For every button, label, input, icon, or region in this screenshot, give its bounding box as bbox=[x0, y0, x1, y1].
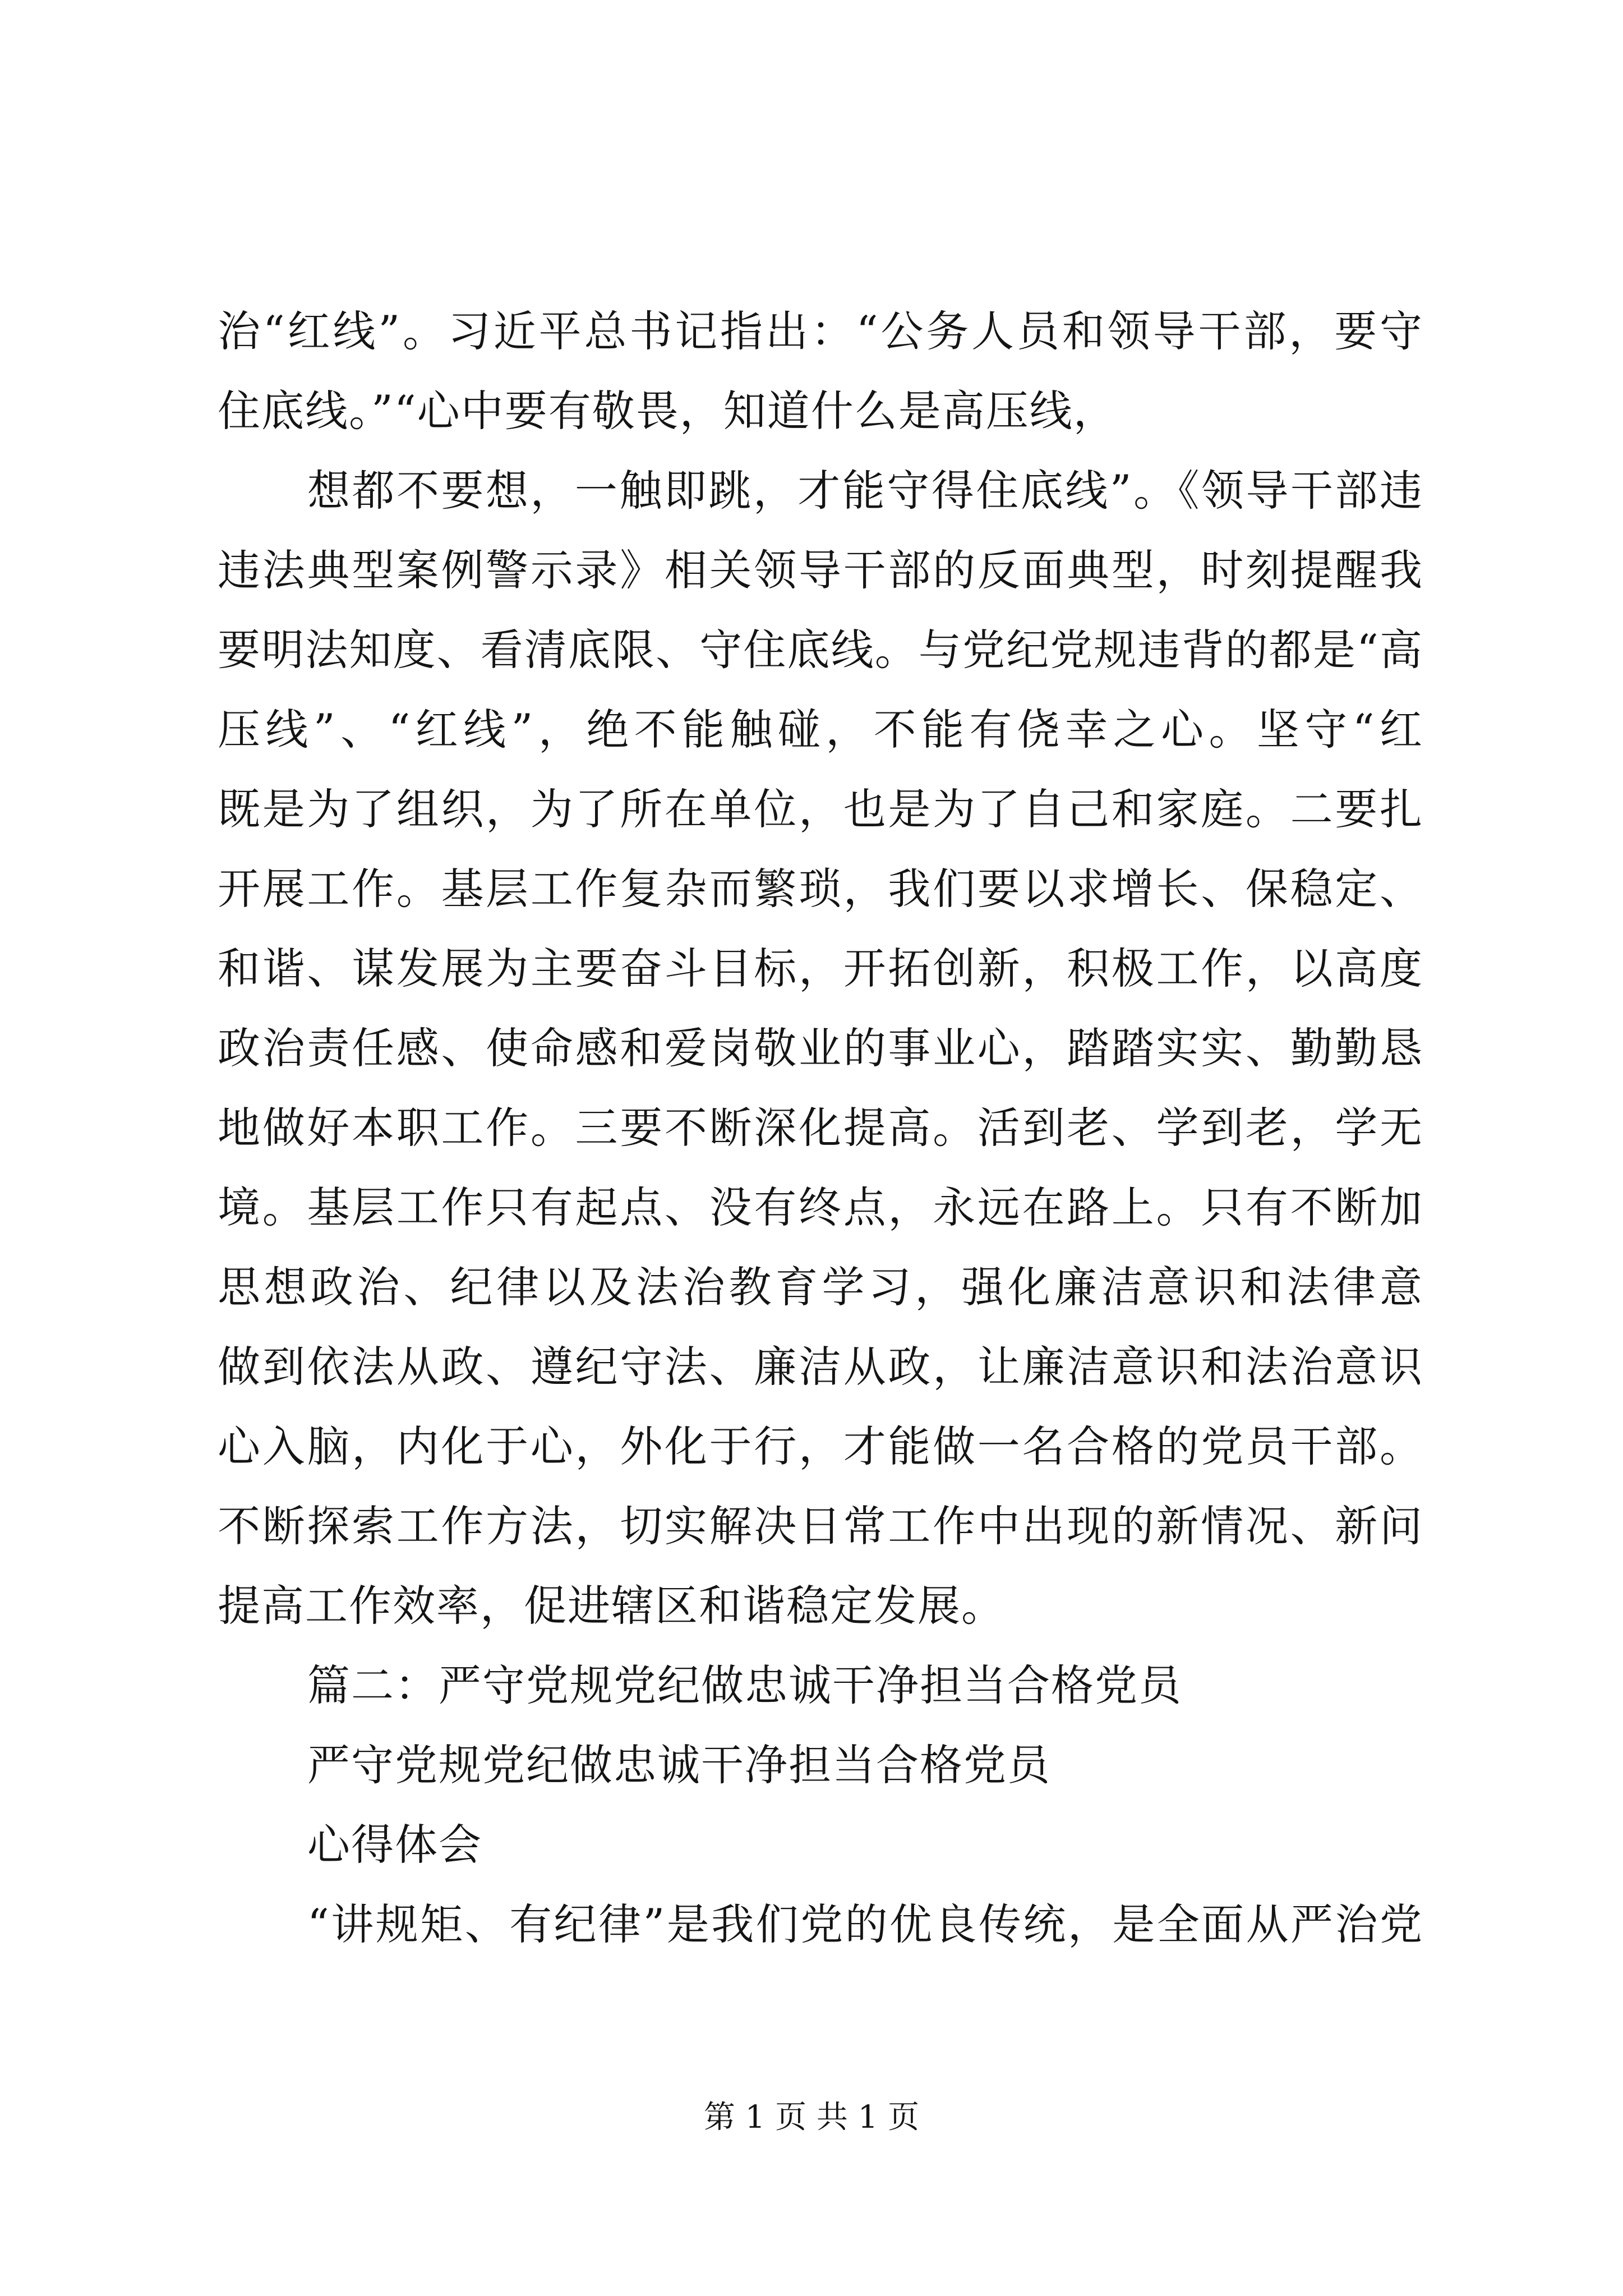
text-line: 开展工作。基层工作复杂而繁琐，我们要以求增长、保稳定、 bbox=[218, 864, 1423, 914]
text-line: “讲规矩、有纪律”是我们党的优良传统，是全面从严治党 bbox=[307, 1899, 1423, 1949]
text-line: 住底线。”“心中要有敬畏，知道什么是高压线， bbox=[218, 386, 1117, 436]
article-title: 严守党规党纪做忠诚干净担当合格党员 bbox=[307, 1740, 1051, 1790]
text-line: 不断探索工作方法，切实解决日常工作中出现的新情况、新问 bbox=[218, 1501, 1423, 1551]
text-line: 提高工作效率，促进辖区和谐稳定发展。 bbox=[218, 1581, 1005, 1631]
page-number-footer: 第 1 页 共 1 页 bbox=[703, 2099, 920, 2136]
text-line: 做到依法从政、遵纪守法、廉洁从政，让廉洁意识和法治意识 bbox=[218, 1342, 1423, 1392]
text-line: 和谐、谋发展为主要奋斗目标，开拓创新，积极工作，以高度 bbox=[218, 944, 1423, 993]
text-line: 政治责任感、使命感和爱岗敬业的事业心，踏踏实实、勤勤恳 bbox=[218, 1023, 1423, 1073]
text-line: 心入脑，内化于心，外化于行，才能做一名合格的党员干部。 bbox=[218, 1421, 1423, 1471]
text-line: 治“红线”。习近平总书记指出：“公务人员和领导干部，要守 bbox=[218, 306, 1423, 356]
section-heading: 篇二：严守党规党纪做忠诚干净担当合格党员 bbox=[307, 1660, 1182, 1710]
text-line: 压线”、“红线”，绝不能触碰，不能有侥幸之心。坚守“红 bbox=[218, 705, 1423, 754]
article-subtitle: 心得体会 bbox=[307, 1820, 482, 1870]
text-line: 既是为了组织，为了所在单位，也是为了自己和家庭。二要扎 bbox=[218, 784, 1423, 834]
text-line: 要明法知度、看清底限、守住底线。与党纪党规违背的都是“高 bbox=[218, 625, 1423, 675]
document-body bbox=[218, 292, 1423, 1964]
text-line: 想都不要想，一触即跳，才能守得住底线”。《领导干部违 bbox=[307, 466, 1423, 516]
text-line: 境。基层工作只有起点、没有终点，永远在路上。只有不断加 bbox=[218, 1182, 1423, 1232]
text-line: 思想政治、纪律以及法治教育学习，强化廉洁意识和法律意 bbox=[218, 1262, 1423, 1312]
text-line: 违法典型案例警示录》相关领导干部的反面典型，时刻提醒我 bbox=[218, 545, 1423, 595]
text-line: 地做好本职工作。三要不断深化提高。活到老、学到老，学无 bbox=[218, 1103, 1423, 1153]
